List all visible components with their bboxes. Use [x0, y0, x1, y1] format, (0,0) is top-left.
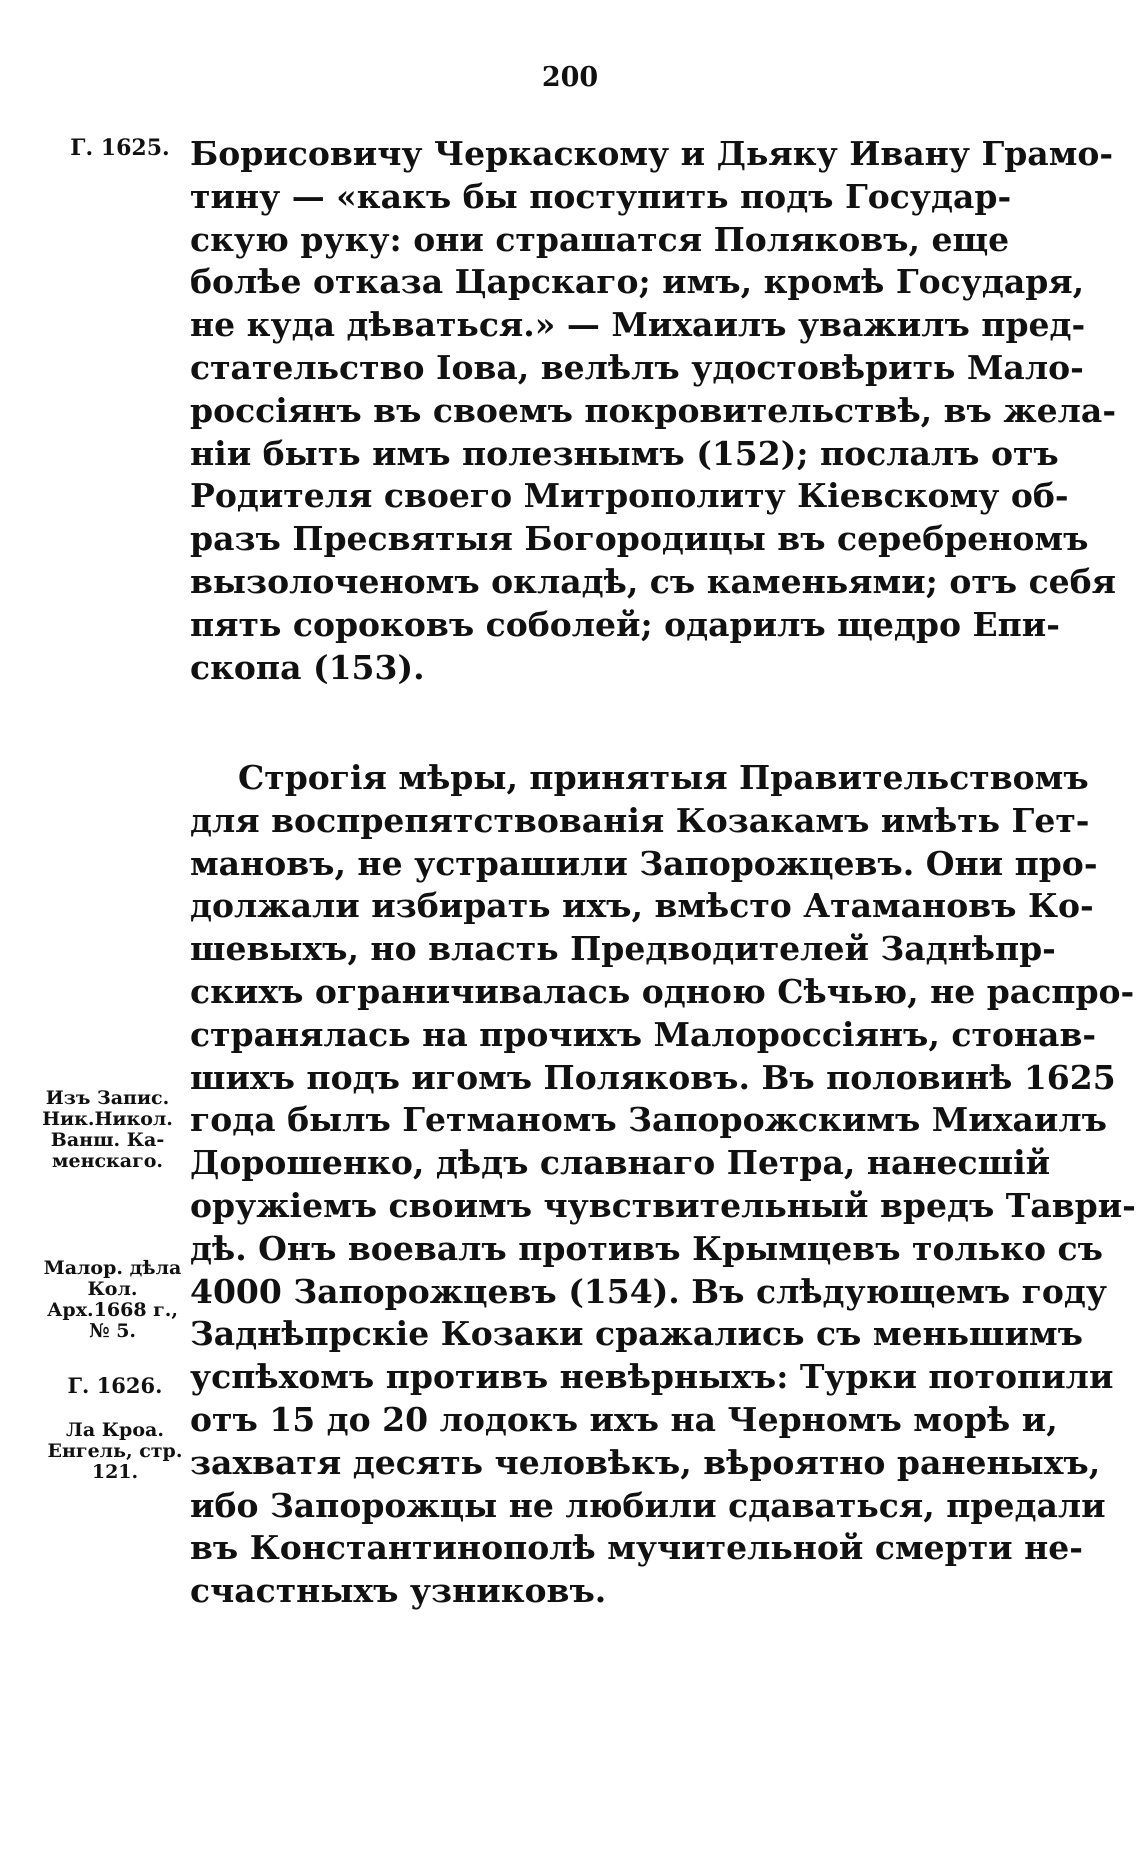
- text-line: оружіемъ своимъ чувствительный вредъ Таври-: [190, 1185, 1136, 1225]
- paragraph-2: [190, 757, 1136, 1613]
- text-line: должали избирать ихъ, вмѣсто Атамановъ Ко-: [190, 886, 1094, 926]
- text-line: мановъ, не устрашили Запорожцевъ. Они про-: [190, 843, 1098, 883]
- text-line: для воспрепятствованія Козакамъ имѣть Гет-: [190, 800, 1090, 840]
- text-line: ибо Запорожцы не любили сдаваться, предали: [190, 1485, 1106, 1525]
- text-line: успѣхомъ противъ невѣрныхъ: Турки потопили: [190, 1357, 1114, 1397]
- page-number: 200: [541, 62, 599, 93]
- text-line: Родителя своего Митрополиту Кіевскому об-: [190, 476, 1069, 516]
- text-line: стательство Іова, велѣлъ удостовѣрить Мало-: [190, 347, 1084, 387]
- text-line: отъ 15 до 20 лодокъ ихъ на Черномъ морѣ и,: [190, 1399, 1058, 1439]
- text-line: счастныхъ узниковъ.: [190, 1571, 607, 1611]
- text-line: года былъ Гетманомъ Запорожскимъ Михаилъ: [190, 1100, 1107, 1140]
- text-line: россіянъ въ своемъ покровительствѣ, въ жела-: [190, 390, 1117, 430]
- margin-note-source-la-croix: Ла Кроа. Енгель, стр. 121.: [47, 1419, 183, 1483]
- text-line: шевыхъ, но власть Предводителей Заднѣпр-: [190, 929, 1056, 969]
- paragraph-1: [190, 133, 1117, 689]
- margin-note-source-zapiski: Изъ Запис. Ник.Никол. Ванш. Ка-менскаго.: [42, 1087, 173, 1172]
- text-line: скопа (153).: [190, 647, 425, 687]
- text-line: тину — «какъ бы поступить подъ Государ-: [190, 176, 1012, 216]
- text-line: шихъ подъ игомъ Поляковъ. Въ половинѣ 1625: [190, 1057, 1116, 1097]
- margin-note-year-1625: Г. 1625.: [70, 135, 170, 161]
- text-line: Борисовичу Черкаскому и Дьяку Ивану Грамо-: [190, 134, 1114, 173]
- text-line: Строгія мѣры, принятыя Правительствомъ: [238, 758, 1089, 797]
- text-line: дѣ. Онъ воевалъ противъ Крымцевъ только съ: [190, 1228, 1103, 1268]
- text-line: Дорошенко, дѣдъ славнаго Петра, нанесшій: [190, 1143, 1051, 1183]
- text-line: скую руку: они страшатся Поляковъ, еще: [190, 219, 1010, 259]
- text-line: 4000 Запорожцевъ (154). Въ слѣдующемъ году: [190, 1271, 1108, 1311]
- margin-note-source-malor-dela: Малор. дѣла Кол. Арх.1668 г., № 5.: [43, 1257, 182, 1342]
- text-line: болѣе отказа Царскаго; имъ, кромѣ Государя,: [190, 262, 1085, 302]
- text-line: вызолоченомъ окладѣ, съ каменьями; отъ себя: [190, 561, 1117, 601]
- text-line: пять сороковъ соболей; одарилъ щедро Епи-: [190, 604, 1060, 644]
- text-line: захватя десять человѣкъ, вѣроятно раненыхъ,: [190, 1442, 1101, 1482]
- text-line: не куда дѣваться.» — Михаилъ уважилъ пред-: [190, 305, 1086, 345]
- text-line: странялась на прочихъ Малороссіянъ, стонав-: [190, 1014, 1097, 1054]
- text-line: въ Константинополѣ мучительной смерти не-: [190, 1528, 1083, 1568]
- text-line: Заднѣпрскіе Козаки сражались съ меньшимъ: [190, 1314, 1083, 1354]
- text-line: скихъ ограничивалась одною Сѣчью, не распро-: [190, 971, 1135, 1011]
- margin-note-year-1626: Г. 1626.: [67, 1373, 163, 1398]
- text-line: ніи быть имъ полезнымъ (152); послалъ отъ: [190, 433, 1059, 473]
- text-line: разъ Пресвятыя Богородицы въ серебреномъ: [190, 519, 1089, 559]
